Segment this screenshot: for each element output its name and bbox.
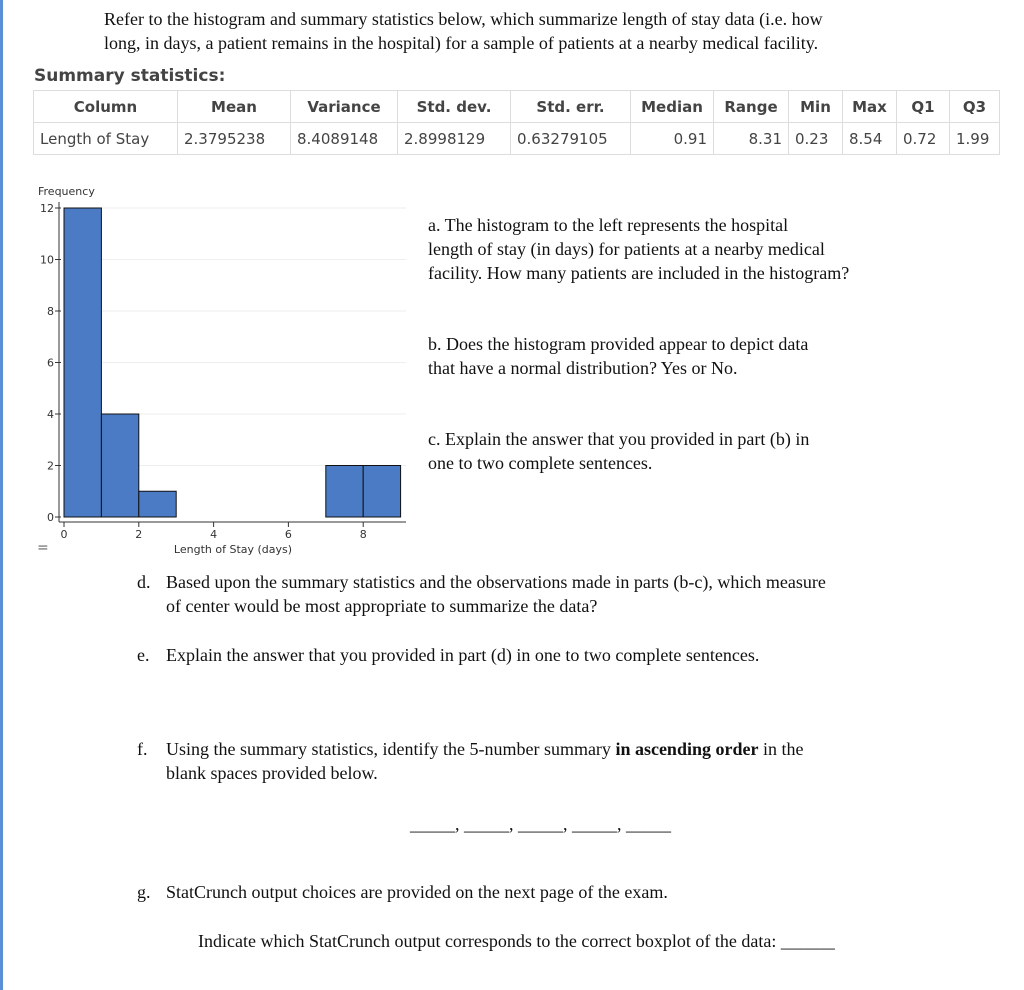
y-tick-label: 2 bbox=[47, 459, 54, 473]
question-g-label: g. bbox=[137, 882, 151, 902]
col-header: Mean bbox=[178, 91, 291, 123]
col-header: Q3 bbox=[950, 91, 1000, 123]
intro-line-2: long, in days, a patient remains in the hospital) for a sample of patients at a nearby medical facility. bbox=[104, 33, 819, 53]
col-header: Std. err. bbox=[511, 91, 631, 123]
x-tick-label: 2 bbox=[135, 528, 143, 541]
question-a-2: length of stay (in days) for patients at a nearby medical bbox=[428, 239, 825, 259]
cell: 0.23 bbox=[789, 123, 843, 155]
question-b-2: that have a normal distribution? Yes or No. bbox=[428, 358, 738, 378]
summary-heading: Summary statistics: bbox=[34, 66, 226, 86]
question-g-2: Indicate which StatCrunch output corresponds to the correct boxplot of the data: ______ bbox=[198, 931, 835, 951]
cell: Length of Stay bbox=[34, 123, 178, 155]
cell: 0.63279105 bbox=[511, 123, 631, 155]
col-header: Column bbox=[34, 91, 178, 123]
x-tick-label: 6 bbox=[284, 528, 292, 541]
cell: 0.72 bbox=[897, 123, 950, 155]
col-header: Max bbox=[843, 91, 897, 123]
question-d-1: Based upon the summary statistics and the observations made in parts (b-c), which measure bbox=[166, 572, 826, 592]
question-f-label: f. bbox=[137, 739, 148, 759]
x-axis-label: Length of Stay (days) bbox=[173, 543, 293, 556]
f-text-end: in the bbox=[758, 739, 804, 759]
col-header: Q1 bbox=[897, 91, 950, 123]
y-tick-label: 8 bbox=[47, 305, 54, 318]
question-a-1: a. The histogram to the left represents the hospital bbox=[428, 215, 789, 235]
question-b-1: b. Does the histogram provided appear to depict data bbox=[428, 334, 809, 354]
col-header: Variance bbox=[291, 91, 398, 123]
menu-icon[interactable]: = bbox=[37, 540, 49, 556]
question-d-2: of center would be most appropriate to summarize the data? bbox=[166, 596, 598, 616]
cell: 0.91 bbox=[631, 123, 714, 155]
question-f-2: blank spaces provided below. bbox=[166, 763, 378, 783]
histogram-bar bbox=[139, 491, 176, 517]
question-g: StatCrunch output choices are provided on the next page of the exam. bbox=[166, 882, 668, 902]
question-d-label: d. bbox=[137, 572, 151, 592]
x-tick-label: 0 bbox=[60, 528, 68, 541]
question-e: Explain the answer that you provided in part (d) in one to two complete sentences. bbox=[166, 645, 760, 665]
question-f-1 bbox=[166, 737, 803, 761]
col-header: Median bbox=[631, 91, 714, 123]
y-tick-label: 10 bbox=[40, 253, 54, 267]
col-header: Std. dev. bbox=[398, 91, 511, 123]
y-tick-label: 0 bbox=[47, 511, 54, 524]
question-a-3: facility. How many patients are included in the histogram? bbox=[428, 263, 850, 283]
y-tick-label: 12 bbox=[40, 202, 54, 215]
x-tick-label: 4 bbox=[210, 528, 218, 541]
question-c-1: c. Explain the answer that you provided in part (b) in bbox=[428, 429, 810, 449]
question-e-label: e. bbox=[137, 645, 150, 665]
f-bold: in ascending order bbox=[615, 739, 759, 759]
cell: 1.99 bbox=[950, 123, 1000, 155]
y-axis-label: Frequency bbox=[38, 185, 95, 198]
histogram-bar bbox=[64, 208, 101, 517]
x-tick-label: 8 bbox=[359, 528, 367, 541]
cell: 2.8998129 bbox=[398, 123, 511, 155]
y-tick-label: 4 bbox=[47, 408, 54, 421]
histogram-bar bbox=[326, 466, 363, 518]
col-header: Min bbox=[789, 91, 843, 123]
cell: 2.3795238 bbox=[178, 123, 291, 155]
histogram bbox=[0, 0, 420, 560]
histogram-bar bbox=[101, 414, 138, 517]
cell: 8.4089148 bbox=[291, 123, 398, 155]
y-tick-label: 6 bbox=[47, 356, 54, 370]
answer-blanks[interactable]: _____, _____, _____, _____, _____ bbox=[410, 814, 671, 834]
cell: 8.54 bbox=[843, 123, 897, 155]
cell: 8.31 bbox=[714, 123, 789, 155]
question-c-2: one to two complete sentences. bbox=[428, 453, 653, 473]
histogram-bar bbox=[363, 466, 400, 518]
f-text: Using the summary statistics, identify the 5-number summary bbox=[166, 739, 616, 759]
col-header: Range bbox=[714, 91, 789, 123]
intro-line-1: Refer to the histogram and summary statistics below, which summarize length of stay data (i.e. how bbox=[104, 9, 823, 29]
